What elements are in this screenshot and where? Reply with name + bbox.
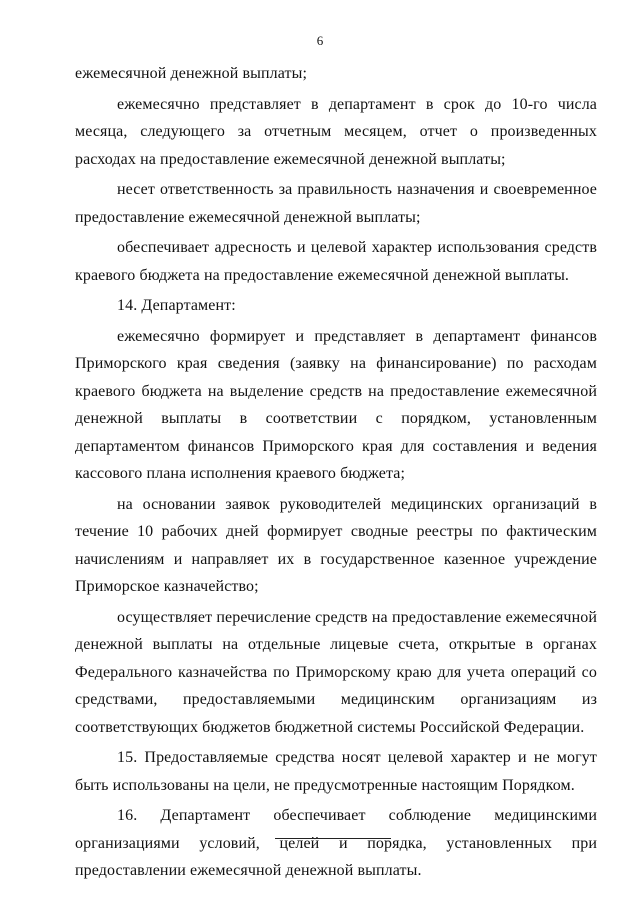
document-body xyxy=(75,60,597,885)
paragraph-item-14-heading: 14. Департамент: xyxy=(117,297,236,314)
paragraph-item-15: 15. Предоставляемые средства носят целевой характер и не могут быть использованы на цели, не предусмотренные настоящим Порядком. xyxy=(75,749,597,794)
end-of-document-rule xyxy=(275,838,391,839)
paragraph-responsibility: несет ответственность за правильность назначения и своевременное предоставление ежемесячной денежной выплаты; xyxy=(75,181,597,226)
page-number: 6 xyxy=(316,33,324,48)
paragraph-report-duty: ежемесячно представляет в департамент в срок до 10-го числа месяца, следующего за отчетным месяцем, отчет о произведенных расходах на предоставление ежемесячной денежной выплаты; xyxy=(75,95,597,168)
paragraph-funding-request: ежемесячно формирует и представляет в департамент финансов Приморского края сведения (заявку на финансирование) по расходам краевого бюджета на выделение средств на предоставление ежемесячной денежной выплаты в соответствии с порядком, установленным департаментом финансов Приморского края для составления и ведения кассового плана исполнения краевого бюджета; xyxy=(75,327,597,482)
paragraph-transfer: осуществляет перечисление средств на предоставление ежемесячной денежной выплаты на отдельные лицевые счета, открытые в органах Федерального казначейства по Приморскому краю для учета операций со средствами, предоставляемыми медицинским организациям из соответствующих бюджетов бюджетной системы Российской Федерации. xyxy=(75,608,597,736)
paragraph-targeting: обеспечивает адресность и целевой характер использования средств краевого бюджета на предоставление ежемесячной денежной выплаты. xyxy=(75,239,597,284)
paragraph-item-16: 16. Департамент обеспечивает соблюдение медицинскими организациями условий, целей и порядка, установленных при предоставлении ежемесячной денежной выплаты. xyxy=(75,807,597,879)
paragraph-continuation: ежемесячной денежной выплаты; xyxy=(75,65,308,82)
paragraph-registries: на основании заявок руководителей медицинских организаций в течение 10 рабочих дней формирует сводные реестры по фактическим начислениям и направляет их в государственное казенное учреждение Приморское казначейство; xyxy=(75,495,597,595)
